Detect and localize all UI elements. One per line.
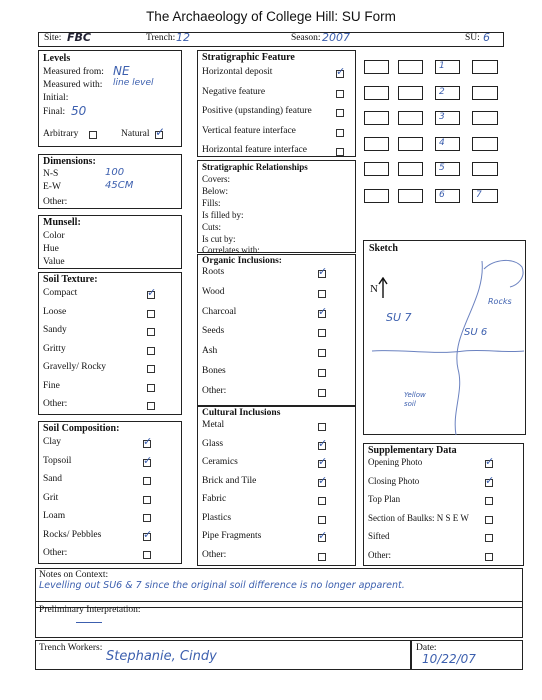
soil_composition-item-topsoil: Topsoil [43,455,72,466]
grid-box[interactable] [364,86,389,100]
grid-number: 5 [439,163,445,173]
strat_feature-checkbox-positive-upstanding-feature[interactable] [336,109,344,117]
supplementary-item-section-of-baulks-n-s-e-w: Section of Baulks: N S E W [368,512,469,523]
su-value[interactable]: 6 [483,31,490,44]
cultural-item-glass: Glass [202,438,224,449]
munsell-value: Value [43,257,65,267]
soil_composition-checkbox-loam[interactable] [143,514,151,522]
supplementary-section [363,443,524,566]
covers-label: Covers: [202,174,230,184]
soil_texture-item-other: Other: [43,399,68,409]
soil_texture-item-compact: Compact [43,288,78,298]
dimensions-heading: Dimensions: [43,156,96,167]
grid-box[interactable] [472,111,498,125]
strat_feature-item-vertical-feature-interface: Vertical feature interface [202,125,296,136]
trench-label: Trench: [146,33,176,43]
grid-number: 1 [439,61,445,71]
season-value[interactable]: 2007 [322,31,350,44]
ew-value[interactable]: 45CM [105,180,134,191]
check-mark-icon: ✓ [147,286,157,299]
date-value[interactable]: 10/22/07 [422,652,476,666]
supplementary-item-other: Other: [368,549,391,560]
supplementary-checkbox-other[interactable] [485,553,493,561]
check-mark-icon: ✓ [318,304,328,318]
organic-checkbox-ash[interactable] [318,349,326,357]
soil_texture-checkbox-sandy[interactable] [147,328,155,336]
check-mark-icon: ✓ [143,453,153,467]
measured-with-label: Measured with: [43,80,103,90]
check-mark-icon: ✓ [143,435,153,448]
site-value[interactable]: FBC [67,31,91,44]
strat_feature-checkbox-negative-feature[interactable] [336,90,344,98]
workers-value[interactable]: Stephanie, Cindy [106,649,217,664]
sketch-su7: SU 7 [386,311,412,324]
soil-composition-section [38,421,182,564]
measured-from-label: Measured from: [43,67,104,77]
munsell-section [38,215,182,269]
grid-box[interactable] [364,111,389,125]
soil_composition-item-loam: Loam [43,511,66,521]
supplementary-checkbox-sifted[interactable] [485,534,493,542]
header-bar [38,32,504,47]
strat_feature-checkbox-vertical-feature-interface[interactable] [336,129,344,137]
measured-with-value[interactable]: line level [113,78,154,88]
cultural-checkbox-fabric[interactable] [318,497,326,505]
grid-box[interactable] [472,162,498,176]
grid-box[interactable] [364,137,389,151]
cultural-item-fabric: Fabric [202,494,227,504]
check-mark-icon: ✓ [143,527,153,541]
soil_texture-checkbox-other[interactable] [147,402,155,410]
levels-section [38,50,182,147]
organic-section [197,254,356,406]
cuts-label: Cuts: [202,222,222,232]
soil_composition-item-rocks-pebbles: Rocks/ Pebbles [43,529,102,540]
correlates-with-label: Correlates with: [202,245,260,255]
cultural-checkbox-metal[interactable] [318,423,326,431]
grid-box[interactable] [472,60,498,74]
cultural-heading: Cultural Inclusions [202,408,281,418]
cultural-section [197,406,356,566]
interpretation-section [35,601,523,638]
sketch-rocks: Rocks [488,297,512,306]
sketch-section [363,240,526,435]
supplementary-item-top-plan: Top Plan [368,494,401,504]
supplementary-checkbox-top-plan[interactable] [485,497,493,505]
grid-box[interactable] [398,137,423,151]
check-mark-icon: ✓ [485,473,495,487]
organic-item-roots: Roots [202,267,225,277]
soil_composition-item-clay: Clay [43,437,61,447]
organic-item-charcoal: Charcoal [202,306,237,317]
supplementary-item-sifted: Sifted [368,531,390,541]
measured-from-value[interactable]: NE [113,64,130,78]
natural-check-mark: ✓ [155,125,166,139]
strat_feature-heading: Stratigraphic Feature [202,52,295,63]
munsell-hue: Hue [43,244,59,254]
arbitrary-label: Arbitrary [43,129,79,139]
organic-item-bones: Bones [202,366,226,376]
soil-texture-section [38,272,182,415]
supplementary-item-closing-photo: Closing Photo [368,475,420,486]
ns-value[interactable]: 100 [105,167,125,178]
organic-checkbox-other[interactable] [318,389,326,397]
date-section [411,640,523,670]
cultural-item-pipe-fragments: Pipe Fragments [202,531,262,541]
strat_feature-item-horizontal-feature-interface: Horizontal feature interface [202,145,307,155]
supplementary-checkbox-section-of-baulks-n-s-e-w[interactable] [485,516,493,524]
grid-number: 6 [439,190,445,200]
notes-value[interactable]: Levelling out SU6 & 7 since the original soil difference is no longer apparent. [39,580,405,591]
initial-label: Initial: [43,93,69,103]
grid-box[interactable] [364,60,389,74]
munsell-color: Color [43,231,65,241]
organic-checkbox-bones[interactable] [318,369,326,377]
cultural-item-brick-and-tile: Brick and Tile [202,475,257,486]
organic-item-ash: Ash [202,346,218,357]
sketch-drawing [364,241,527,436]
final-label: Final: [43,107,66,117]
grid-box[interactable] [398,60,423,74]
sketch-su6: SU 6 [464,327,488,338]
grid-number: 3 [439,112,445,122]
check-mark-icon: ✓ [336,65,346,78]
check-mark-icon: ✓ [318,455,328,468]
soil_composition-item-other: Other: [43,548,68,558]
organic-checkbox-wood[interactable] [318,290,326,298]
strat_feature-item-positive-upstanding-feature: Positive (upstanding) feature [202,106,312,116]
organic-item-wood: Wood [202,286,225,297]
soil_texture-item-gritty: Gritty [43,343,66,354]
check-mark-icon: ✓ [318,265,328,278]
grid-box[interactable] [398,111,423,125]
trench-value[interactable]: 12 [176,31,190,44]
arbitrary-checkbox[interactable] [89,131,97,139]
strat_feature-item-negative-feature: Negative feature [202,86,266,97]
strat-rel-heading: Stratigraphic Relationships [202,162,308,172]
date-label: Date: [416,643,437,653]
fills-label: Fills: [202,198,221,208]
soil_composition-checkbox-other[interactable] [143,551,151,559]
ns-label: N-S [43,169,59,179]
is-filled-by-label: Is filled by: [202,210,244,220]
organic-heading: Organic Inclusions: [202,256,282,266]
strat-feature-section [197,50,356,157]
form-title: The Archaeology of College Hill: SU Form [146,9,396,24]
soil_composition-checkbox-sand[interactable] [143,477,151,485]
grid-box[interactable] [364,162,389,176]
soil_texture-item-loose: Loose [43,306,67,317]
interpretation-mark [76,622,102,623]
soil_composition-heading: Soil Composition: [43,423,120,434]
grid-number: 4 [439,138,445,148]
below-label: Below: [202,186,228,196]
soil_texture-item-gravelly-rocky: Gravelly/ Rocky [43,362,107,372]
cultural-checkbox-plastics[interactable] [318,516,326,524]
check-mark-icon: ✓ [485,455,495,468]
soil_texture-checkbox-fine[interactable] [147,384,155,392]
organic-item-seeds: Seeds [202,326,225,337]
workers-label: Trench Workers: [39,643,103,653]
grid-box[interactable] [472,137,498,151]
grid-box[interactable] [398,86,423,100]
is-cut-by-label: Is cut by: [202,234,236,244]
notes-label: Notes on Context: [39,570,109,580]
interpretation-label: Preliminary Interpretation: [39,605,141,615]
season-label: Season: [291,33,321,43]
soil_texture-checkbox-loose[interactable] [147,310,155,318]
workers-section [35,640,411,670]
natural-label: Natural [121,129,150,139]
dimensions-section [38,154,182,209]
grid-box[interactable] [398,162,423,176]
grid-number: 7 [476,190,482,200]
grid-box[interactable] [398,189,423,203]
check-mark-icon: ✓ [318,473,328,487]
final-value[interactable]: 50 [71,104,87,118]
soil_composition-item-sand: Sand [43,474,62,484]
soil_composition-item-grit: Grit [43,492,59,503]
cultural-item-metal: Metal [202,420,225,430]
soil_composition-checkbox-grit[interactable] [143,496,151,504]
munsell-heading: Munsell: [43,217,81,228]
north-label: N [370,283,378,295]
strat_feature-checkbox-horizontal-feature-interface[interactable] [336,148,344,156]
cultural-checkbox-other[interactable] [318,553,326,561]
grid-number: 2 [439,87,445,97]
soil_texture-item-fine: Fine [43,380,60,391]
sketch-yellow-soil: Yellow soil [404,391,426,408]
grid-box[interactable] [364,189,389,203]
su-label: SU: [465,33,480,43]
levels-heading: Levels [43,53,71,64]
organic-checkbox-seeds[interactable] [318,329,326,337]
soil_texture-checkbox-gravelly-rocky[interactable] [147,365,155,373]
soil_texture-checkbox-gritty[interactable] [147,347,155,355]
cultural-item-ceramics: Ceramics [202,457,238,467]
grid-box[interactable] [472,86,498,100]
check-mark-icon: ✓ [318,529,328,542]
check-mark-icon: ✓ [318,436,328,450]
dimensions-other-label: Other: [43,197,68,207]
strat_feature-item-horizontal-deposit: Horizontal deposit [202,67,273,77]
strat-relationships-section [197,160,356,253]
cultural-item-other: Other: [202,549,227,560]
organic-item-other: Other: [202,385,227,396]
soil_texture-heading: Soil Texture: [43,274,98,285]
ew-label: E-W [43,182,61,192]
supplementary-item-opening-photo: Opening Photo [368,457,423,467]
supplementary-heading: Supplementary Data [368,445,457,456]
site-label: Site: [44,33,62,43]
soil_texture-item-sandy: Sandy [43,325,67,335]
cultural-item-plastics: Plastics [202,512,232,523]
sketch-heading: Sketch [369,243,398,254]
